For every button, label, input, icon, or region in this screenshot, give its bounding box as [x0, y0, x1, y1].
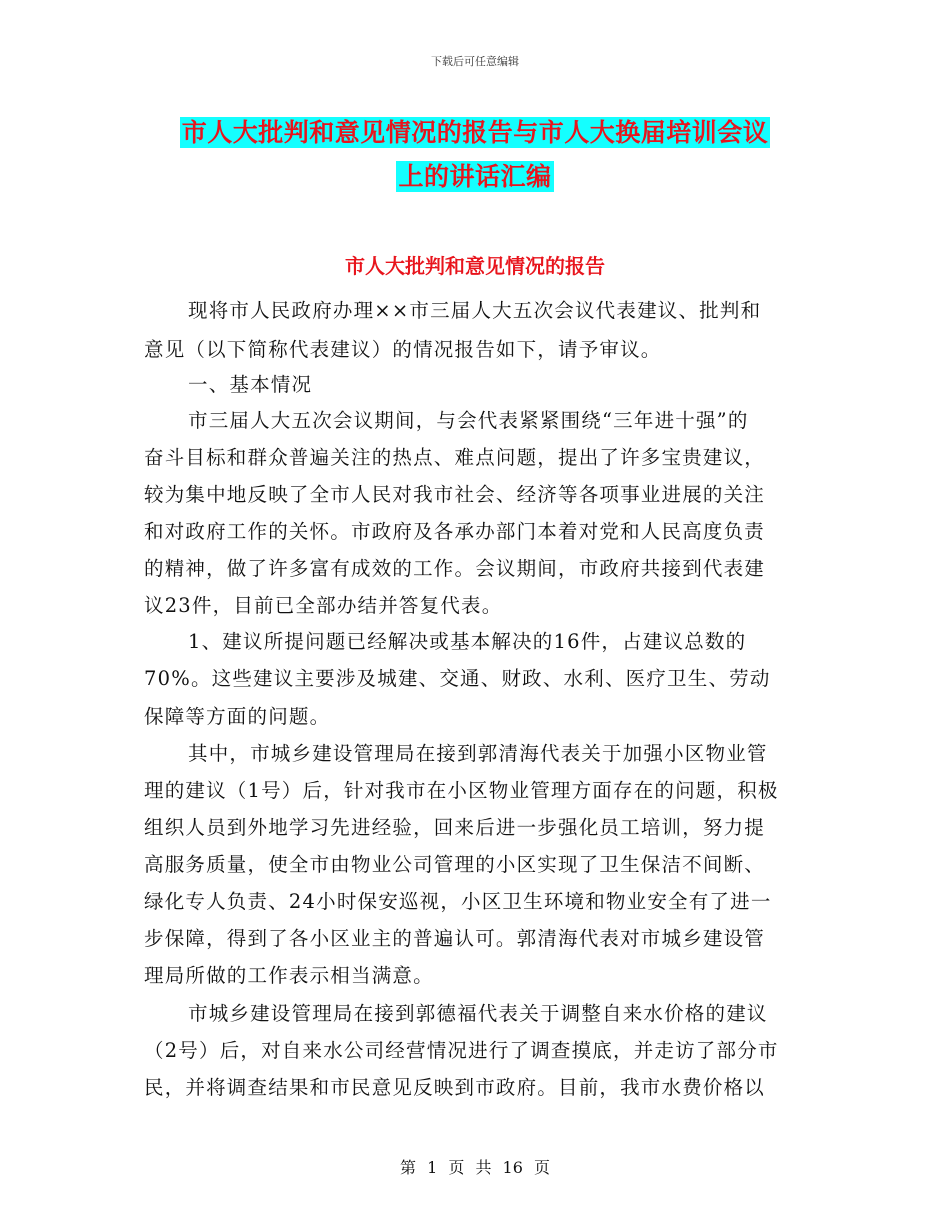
body-line: 的精神，做了许多富有成效的工作。会议期间，市政府共接到代表建 — [144, 557, 766, 580]
body-line: （2号）后，对自来水公司经营情况进行了调查摸底，并走访了部分市 — [144, 1039, 779, 1062]
body-line: 意见（以下简称代表建议）的情况报告如下，请予审议。 — [144, 338, 662, 361]
body-line: 民，并将调查结果和市民意见反映到市政府。目前，我市水费价格以 — [144, 1076, 766, 1099]
body-line: 理的建议（1号）后，针对我市在小区物业管理方面存在的问题，积极 — [144, 779, 779, 802]
body-line: 70%。这些建议主要涉及城建、交通、财政、水利、医疗卫生、劳动 — [144, 667, 771, 690]
section-title: 市人大批判和意见情况的报告 — [345, 254, 605, 278]
body-line: 理局所做的工作表示相当满意。 — [144, 964, 434, 987]
body-line: 市城乡建设管理局在接到郭德福代表关于调整自来水价格的建议 — [188, 1002, 768, 1025]
body-line: 其中，市城乡建设管理局在接到郭清海代表关于加强小区物业管 — [188, 742, 768, 765]
document-title-line-2: 上的讲话汇编 — [398, 162, 552, 191]
body-line: 步保障，得到了各小区业主的普遍认可。郭清海代表对市城乡建设管 — [144, 927, 766, 950]
header-note: 下载后可任意编辑 — [431, 55, 519, 68]
body-line: 市三届人大五次会议期间，与会代表紧紧围绕“三年进十强”的 — [188, 409, 749, 432]
body-line: 组织人员到外地学习先进经验，回来后进一步强化员工培训，努力提 — [144, 816, 766, 839]
body-line: 1、建议所提问题已经解决或基本解决的16件，占建议总数的 — [188, 630, 747, 653]
body-line: 绿化专人负责、24小时保安巡视，小区卫生环境和物业安全有了进一 — [144, 890, 772, 913]
body-line: 现将市人民政府办理××市三届人大五次会议代表建议、批判和 — [188, 299, 762, 322]
body-line: 和对政府工作的关怀。市政府及各承办部门本着对党和人民高度负责 — [144, 520, 766, 543]
document-title-line-1: 市人大批判和意见情况的报告与市人大换届培训会议 — [181, 118, 769, 147]
body-line: 高服务质量，使全市由物业公司管理的小区实现了卫生保洁不间断、 — [144, 853, 766, 876]
body-line: 奋斗目标和群众普遍关注的热点、难点问题，提出了许多宝贵建议， — [144, 446, 766, 469]
body-line: 较为集中地反映了全市人民对我市社会、经济等各项事业进展的关注 — [144, 483, 766, 506]
section-heading: 一、基本情况 — [188, 373, 313, 396]
body-line: 议23件，目前已全部办结并答复代表。 — [144, 594, 503, 617]
body-line: 保障等方面的问题。 — [144, 705, 331, 728]
page-footer: 第 1 页 共 16 页 — [400, 1158, 550, 1177]
